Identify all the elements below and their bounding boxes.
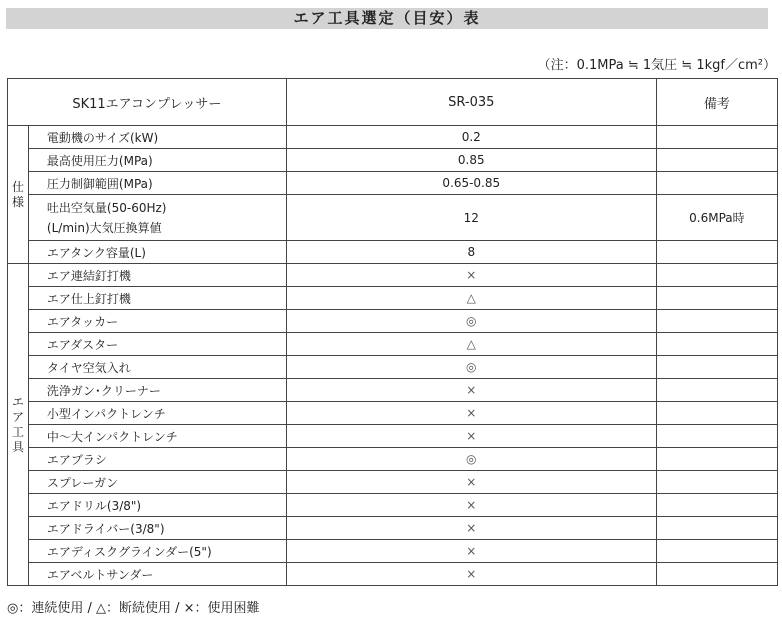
air-tool-selection-table (7, 78, 778, 586)
spec-row (8, 126, 778, 149)
spec-row (8, 195, 778, 241)
tool-remark (656, 471, 777, 494)
tool-label: 中～大インパクトレンチ (28, 425, 286, 448)
header-compressor: SK11エアコンプレッサー (8, 79, 287, 126)
legend: ◎：連続使用 / △：断続使用 / ×：使用困難 (7, 601, 260, 616)
spec-remark (656, 241, 777, 264)
tool-rating: △ (286, 287, 656, 310)
tool-remark (656, 517, 777, 540)
tool-rating: × (286, 471, 656, 494)
tool-label: エアタッカー (28, 310, 286, 333)
tool-row (8, 264, 778, 287)
tool-remark (656, 333, 777, 356)
tool-row (8, 402, 778, 425)
tool-rating: ◎ (286, 356, 656, 379)
spec-remark: 0.6MPa時 (656, 195, 777, 241)
spec-label: エアタンク容量(L) (28, 241, 286, 264)
tool-label: 洗浄ガン･クリーナー (28, 379, 286, 402)
header-row (8, 79, 778, 126)
tool-rating: × (286, 540, 656, 563)
header-model: SR-035 (286, 79, 656, 126)
tool-remark (656, 402, 777, 425)
tool-remark (656, 540, 777, 563)
tool-row (8, 494, 778, 517)
spec-value: 0.85 (286, 149, 656, 172)
tool-rating: × (286, 379, 656, 402)
spec-label: 圧力制御範囲(MPa) (28, 172, 286, 195)
tool-remark (656, 310, 777, 333)
header-remarks: 備考 (656, 79, 777, 126)
tool-rating: × (286, 402, 656, 425)
tool-remark (656, 264, 777, 287)
tool-label: 小型インパクトレンチ (28, 402, 286, 425)
tool-group-label: エ ア 工 具 (8, 264, 29, 586)
tool-row (8, 379, 778, 402)
spec-value: 12 (286, 195, 656, 241)
tool-label: スプレーガン (28, 471, 286, 494)
tool-label: エアダスター (28, 333, 286, 356)
spec-remark (656, 149, 777, 172)
spec-value: 0.65-0.85 (286, 172, 656, 195)
tool-row (8, 540, 778, 563)
tool-label: エアディスクグラインダー(5") (28, 540, 286, 563)
tool-row (8, 287, 778, 310)
spec-remark (656, 126, 777, 149)
tool-remark (656, 356, 777, 379)
tool-rating: × (286, 517, 656, 540)
spec-row (8, 172, 778, 195)
tool-row (8, 448, 778, 471)
page-title: エア工具選定（目安）表 (6, 8, 768, 29)
spec-label: 最高使用圧力(MPa) (28, 149, 286, 172)
unit-note: （注：0.1MPa ≒ 1気圧 ≒ 1kgf／cm²） (537, 58, 776, 73)
tool-row (8, 310, 778, 333)
spec-label: 電動機のサイズ(kW) (28, 126, 286, 149)
tool-remark (656, 287, 777, 310)
tool-label: エアドライバー(3/8") (28, 517, 286, 540)
tool-row (8, 563, 778, 586)
tool-row (8, 356, 778, 379)
spec-label: 吐出空気量(50-60Hz) (L/min)大気圧換算値 (28, 195, 286, 241)
tool-label: エア仕上釘打機 (28, 287, 286, 310)
spec-remark (656, 172, 777, 195)
tool-label: エアベルトサンダー (28, 563, 286, 586)
tool-remark (656, 563, 777, 586)
tool-label: エアドリル(3/8") (28, 494, 286, 517)
tool-row (8, 425, 778, 448)
spec-row (8, 241, 778, 264)
spec-value: 0.2 (286, 126, 656, 149)
tool-label: エア連結釘打機 (28, 264, 286, 287)
tool-label: タイヤ空気入れ (28, 356, 286, 379)
tool-label: エアブラシ (28, 448, 286, 471)
tool-rating: △ (286, 333, 656, 356)
tool-rating: ◎ (286, 310, 656, 333)
tool-row (8, 471, 778, 494)
tool-rating: × (286, 264, 656, 287)
spec-row (8, 149, 778, 172)
tool-remark (656, 379, 777, 402)
tool-rating: × (286, 425, 656, 448)
spec-group-label: 仕 様 (8, 126, 29, 264)
tool-row (8, 333, 778, 356)
spec-value: 8 (286, 241, 656, 264)
tool-remark (656, 425, 777, 448)
tool-rating: × (286, 494, 656, 517)
tool-rating: × (286, 563, 656, 586)
tool-remark (656, 494, 777, 517)
tool-rating: ◎ (286, 448, 656, 471)
tool-remark (656, 448, 777, 471)
tool-row (8, 517, 778, 540)
